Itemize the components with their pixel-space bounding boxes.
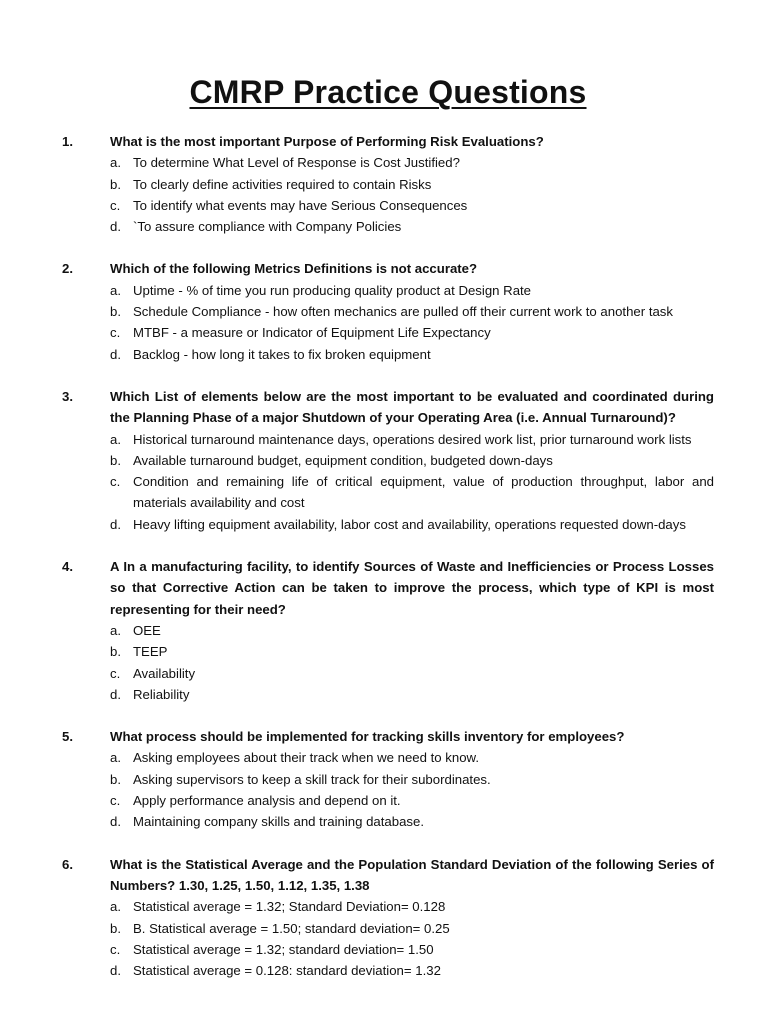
option-letter: a. (110, 622, 121, 638)
option-text: Reliability (133, 686, 190, 702)
option-letter: a. (110, 750, 121, 766)
question-text: What is the Statistical Average and the Population Standard Deviation of the following Series of Numbers? 1.30, 1.25, 1.50, 1.12, 1.35, 1.38 (110, 856, 714, 893)
question-number: 1. (62, 134, 73, 149)
option-letter: c. (110, 941, 121, 957)
question-text: Which List of elements below are the most important to be evaluated and coordinated during the Planning Phase of a major Shutdown of your Operating Area (i.e. Annual Turnaround)? (110, 388, 714, 426)
answer-option (62, 514, 714, 535)
option-text: Backlog - how long it takes to fix broken equipment (133, 346, 431, 362)
option-letter: b. (110, 920, 121, 936)
option-letter: b. (110, 176, 121, 192)
answer-options (62, 152, 714, 237)
option-letter: d. (110, 963, 121, 979)
question-number: 6. (62, 856, 73, 872)
option-letter: d. (110, 686, 121, 702)
question-2 (62, 258, 714, 364)
answer-option (62, 620, 714, 641)
option-text: Available turnaround budget, equipment condition, budgeted down-days (133, 452, 553, 468)
answer-option (62, 641, 714, 662)
answer-options (62, 747, 714, 832)
option-text: Apply performance analysis and depend on it. (133, 793, 401, 809)
question-text: Which of the following Metrics Definitions is not accurate? (110, 261, 478, 277)
answer-option (62, 896, 714, 917)
question-stem (62, 556, 714, 620)
option-text: Statistical average = 0.128: standard deviation= 1.32 (133, 963, 441, 979)
option-text: Uptime - % of time you run producing quality product at Design Rate (133, 282, 532, 298)
question-stem (62, 386, 714, 429)
option-text: Availability (133, 665, 196, 681)
option-text: Heavy lifting equipment availability, labor cost and availability, operations requested down-days (133, 516, 686, 532)
option-letter: a. (110, 282, 121, 298)
option-letter: b. (110, 771, 121, 787)
question-text: What process should be implemented for tracking skills inventory for employees? (110, 729, 625, 745)
option-letter: d. (110, 219, 121, 235)
answer-option (62, 960, 714, 981)
answer-option (62, 790, 714, 811)
answer-option (62, 939, 714, 960)
question-text: A In a manufacturing facility, to identify Sources of Waste and Inefficiencies or Process Losses so that Corrective Action can be taken to improve the process, which type of KPI is most representing for their need? (110, 559, 714, 617)
option-letter: b. (110, 452, 121, 468)
option-letter: b. (110, 304, 121, 320)
answer-options (62, 429, 714, 535)
option-letter: d. (110, 346, 121, 362)
option-letter: a. (110, 155, 121, 171)
option-text: MTBF - a measure or Indicator of Equipment Life Expectancy (133, 325, 491, 341)
question-number: 3. (62, 388, 73, 404)
option-text: Schedule Compliance - how often mechanics are pulled off their current work to another task (133, 304, 673, 320)
option-text: Statistical average = 1.32; standard deviation= 1.50 (133, 941, 434, 957)
option-letter: c. (110, 793, 121, 809)
answer-option (62, 471, 714, 514)
page-title: CMRP Practice Questions (189, 74, 587, 110)
option-letter: a. (110, 431, 121, 447)
answer-option (62, 152, 714, 173)
answer-option (62, 195, 714, 216)
question-1 (62, 131, 714, 237)
question-6 (62, 854, 714, 982)
answer-option (62, 918, 714, 939)
question-stem (62, 854, 714, 897)
question-4 (62, 556, 714, 705)
option-text: To determine What Level of Response is Cost Justified? (133, 155, 460, 171)
option-text: Maintaining company skills and training database. (133, 814, 425, 830)
answer-options (62, 620, 714, 705)
option-letter: c. (110, 325, 121, 341)
option-letter: d. (110, 814, 121, 830)
answer-option (62, 663, 714, 684)
option-letter: c. (110, 197, 121, 213)
option-text: To clearly define activities required to contain Risks (133, 176, 432, 192)
question-stem (62, 726, 714, 747)
question-stem (62, 131, 714, 152)
answer-option (62, 450, 714, 471)
question-number: 2. (62, 261, 73, 277)
answer-option (62, 811, 714, 832)
option-letter: d. (110, 516, 121, 532)
answer-options (62, 280, 714, 365)
option-text: Condition and remaining life of critical equipment, value of production throughput, labor and materials availability and cost (133, 474, 714, 511)
option-text: OEE (133, 622, 161, 638)
answer-options (62, 896, 714, 981)
answer-option (62, 301, 714, 322)
answer-option (62, 684, 714, 705)
question-stem (62, 258, 714, 279)
question-text: What is the most important Purpose of Performing Risk Evaluations? (110, 134, 544, 149)
option-text: Historical turnaround maintenance days, operations desired work list, prior turnaround work lists (133, 431, 692, 447)
option-text: TEEP (133, 644, 168, 660)
option-text: To identify what events may have Serious Consequences (133, 197, 468, 213)
answer-option (62, 280, 714, 301)
answer-option (62, 344, 714, 365)
answer-option (62, 429, 714, 450)
option-letter: b. (110, 644, 121, 660)
answer-option (62, 747, 714, 768)
option-text: Asking supervisors to keep a skill track for their subordinates. (133, 771, 491, 787)
option-text: B. Statistical average = 1.50; standard deviation= 0.25 (133, 920, 450, 936)
option-letter: a. (110, 899, 121, 915)
answer-option (62, 174, 714, 195)
option-letter: c. (110, 474, 121, 490)
option-text: Asking employees about their track when we need to know. (133, 750, 480, 766)
question-number: 5. (62, 729, 73, 745)
option-text: `To assure compliance with Company Policies (133, 219, 402, 235)
answer-option (62, 216, 714, 237)
question-number: 4. (62, 559, 73, 575)
option-letter: c. (110, 665, 121, 681)
option-text: Statistical average = 1.32; Standard Deviation= 0.128 (133, 899, 446, 915)
answer-option (62, 769, 714, 790)
answer-option (62, 322, 714, 343)
question-5 (62, 726, 714, 832)
question-3 (62, 386, 714, 535)
